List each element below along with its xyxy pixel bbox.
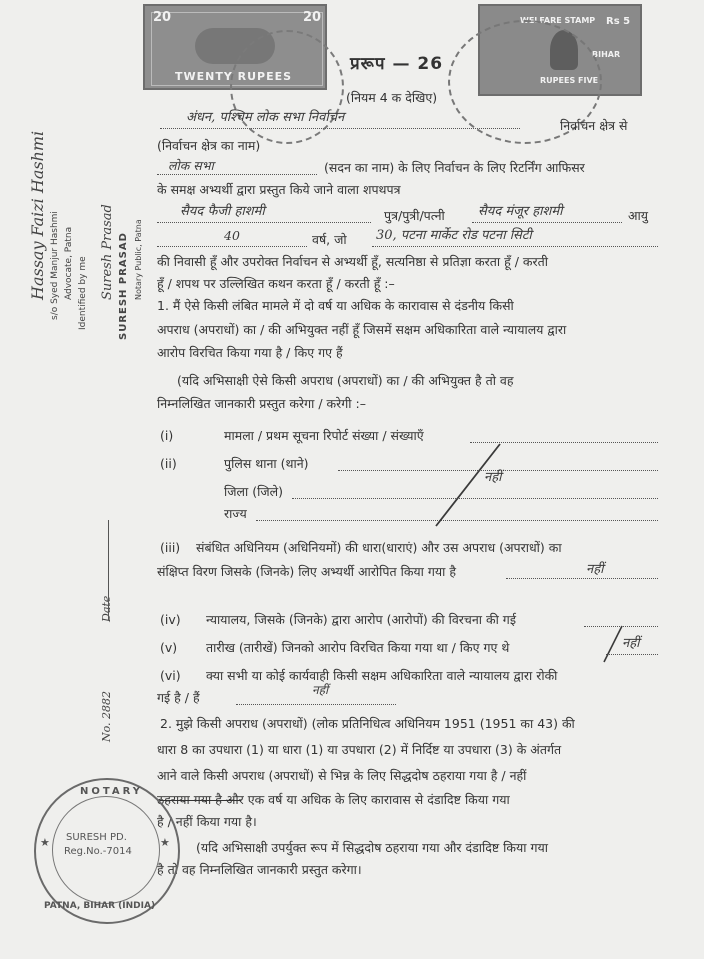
state-label: राज्य (224, 506, 247, 521)
seal-star-icon-right: ★ (160, 836, 170, 849)
welfare-stamp-state: BIHAR (592, 50, 621, 59)
notary-name-handwritten: Hassay Faizi Hashmi (28, 130, 47, 300)
section1-line4: (यदि अभिसाक्षी ऐसे किसी अपराध (अपराधों) का / की अभियुक्त है तो वह (177, 373, 514, 388)
oath-line: हूँ / शपथ पर उल्लिखित कथन करता हूँ / करती हूँ :– (157, 276, 395, 291)
item-i-text: मामला / प्रथम सूचना रिपोर्ट संख्या / संख्याएँ (224, 428, 424, 443)
constituency-label: निर्वाचन क्षेत्र से (560, 118, 628, 133)
item-vi-line1: क्या सभी या कोई कार्यवाही किसी सक्षम अधिकारिता वाले न्यायालय द्वारा रोकी (206, 668, 558, 683)
constituency-caption: (निर्वाचन क्षेत्र का नाम) (157, 138, 261, 153)
register-date-line (108, 520, 109, 620)
clerk-stamp: SURESH PRASAD (118, 232, 129, 340)
item-vi-blank (236, 704, 396, 705)
item-v-number: (v) (160, 640, 178, 655)
section2-line5: है / नहीं किया गया है। (157, 814, 257, 829)
item-vi-number: (vi) (160, 668, 181, 683)
section1-line1: 1. मैं ऐसे किसी लंबित मामले में दो वर्ष या अधिक के कारावास से दंडनीय किसी (157, 298, 514, 313)
section2-line7: है तो वह निम्नलिखित जानकारी प्रस्तुत करेगा। (157, 862, 362, 877)
stamp-cancel-seal-left (230, 30, 344, 144)
item-iii-blank (506, 578, 658, 579)
father-blank (472, 222, 622, 223)
age-label: आयु (628, 208, 649, 223)
section2-line1: 2. मुझे किसी अपराध (अपराधों) (लोक प्रतिनिधित्व अधिनियम 1951 (1951 का 43) की (160, 716, 575, 731)
notary-seal (34, 778, 180, 924)
notary-signature: Suresh Prasad (100, 204, 115, 300)
item-iii-number: (iii) (160, 540, 181, 555)
constituency-handwritten: अंधन, पश्चिम लोक सभा निर्वाचन (186, 110, 345, 125)
house-blank (157, 174, 317, 175)
register-date: Date (100, 595, 113, 622)
relation-text: पुत्र/पुत्री/पत्नी (384, 208, 445, 223)
register-number: No. 2882 (100, 690, 113, 742)
welfare-stamp-header: WELFARE STAMP (520, 16, 596, 25)
age-handwritten: 40 (224, 228, 240, 243)
age-blank (157, 246, 307, 247)
item-i-number: (i) (160, 428, 174, 443)
notary-line-2: s/o Syed Manjur Hashmi (50, 211, 60, 320)
welfare-stamp-value: Rs 5 (606, 16, 631, 27)
notary-line-3: Advocate, Patna (64, 226, 74, 300)
section2-line3: आने वाले किसी अपराध (अपराधों) से भिन्न के लिए सिद्धदोष ठहराया गया है / नहीं (157, 768, 527, 783)
father-name-handwritten: सैयद मंजूर हाशमी (478, 204, 563, 219)
item-v-text: तारीख (तारीखें) जिनको आरोप विरचित किया गया था / किए गए थे (206, 640, 510, 655)
seal-place: PATNA, BIHAR (INDIA) (44, 901, 156, 911)
affidavit-line: के समक्ष अभ्यर्थी द्वारा प्रस्तुत किये जाने वाला शपथपत्र (157, 182, 401, 197)
item-ii-text: पुलिस थाना (थाने) (224, 456, 309, 471)
resident-line: की निवासी हूँ और उपरोक्त निर्वाचन से अभ्यर्थी हूँ, सत्यनिष्ठा से प्रतिज्ञा करता हूँ / करती (157, 254, 548, 269)
stamp-value-right: 20 (303, 10, 322, 25)
seal-star-icon: ★ (40, 836, 50, 849)
section1-line3: आरोप विरचित किया गया है / किए गए हैं (157, 345, 343, 360)
welfare-stamp-label: RUPEES FIVE (540, 76, 599, 85)
form-title: प्ररूप — 26 (350, 54, 444, 74)
item-ii-number: (ii) (160, 456, 177, 471)
section2-strike (157, 800, 241, 801)
seal-ring-top: NOTARY (80, 786, 144, 797)
address-handwritten: 30, पटना मार्केट रोड पटना सिटी (376, 228, 532, 243)
candidate-blank (157, 222, 371, 223)
section2-line4: ठहराया गया है और एक वर्ष या अधिक के लिए कारावास से दंडादिष्ट किया गया (157, 792, 510, 807)
item-iv-number: (iv) (160, 612, 181, 627)
section1-line5: निम्नलिखित जानकारी प्रस्तुत करेगा / करेगी :– (157, 396, 366, 411)
section2-line6: (यदि अभिसाक्षी उपर्युक्त रूप में सिद्धदोष ठहराया गया और दंडादिष्ट किया गया (196, 840, 549, 855)
item-vi-line2: गई है / हैं (157, 690, 200, 705)
candidate-name-handwritten: सैयद फैजी हाशमी (180, 204, 265, 219)
district-label: जिला (जिले) (224, 484, 283, 499)
section1-line2: अपराध (अपराधों) का / की अभियुक्त नहीं हूँ जिसमें सक्षम अधिकारिता वाले न्यायालय द्वारा (157, 322, 567, 337)
notary-line-4: Identified by me (78, 256, 88, 330)
item-iv-text: न्यायालय, जिसके (जिनके) द्वारा आरोप (आरोपों) की विरचना की गई (206, 612, 516, 627)
constituency-blank (160, 128, 520, 129)
address-blank (372, 246, 658, 247)
stamp-label: TWENTY RUPEES (175, 70, 293, 83)
item-iii-line2: संक्षिप्त विरण जिसके (जिनके) लिए अभ्यर्थी आरोपित किया गया है (157, 564, 457, 579)
seal-name: SURESH PD. (66, 832, 127, 843)
house-text: (सदन का नाम) के लिए निर्वाचन के लिए रिटर्निंग आफिसर (324, 160, 585, 175)
house-handwritten: लोक सभा (168, 158, 214, 173)
section2-line2: धारा 8 का उपधारा (1) या धारा (1) या उपधारा (2) में निर्दिष्ट या उपधारा (3) के अंतर्गत (157, 742, 562, 757)
item-v-nil-handwritten: नहीं (622, 636, 640, 651)
years-label: वर्ष, जो (312, 232, 347, 247)
item-iii-line1: संबंधित अधिनियम (अधिनियमों) की धारा(धाराएं) और उस अपराध (अपराधों) का (196, 540, 562, 555)
rule-reference: (नियम 4 क देखिए) (346, 90, 438, 105)
clerk-stamp-sub: Notary Public, Patna (134, 219, 143, 300)
item-iii-nil-handwritten: नहीं (586, 562, 604, 577)
stamp-value-left: 20 (153, 10, 172, 25)
item-ii-nil-handwritten: नहीं (484, 470, 502, 485)
seal-reg: Reg.No.-7014 (64, 846, 132, 857)
item-vi-nil-handwritten: नहीं (312, 683, 329, 697)
